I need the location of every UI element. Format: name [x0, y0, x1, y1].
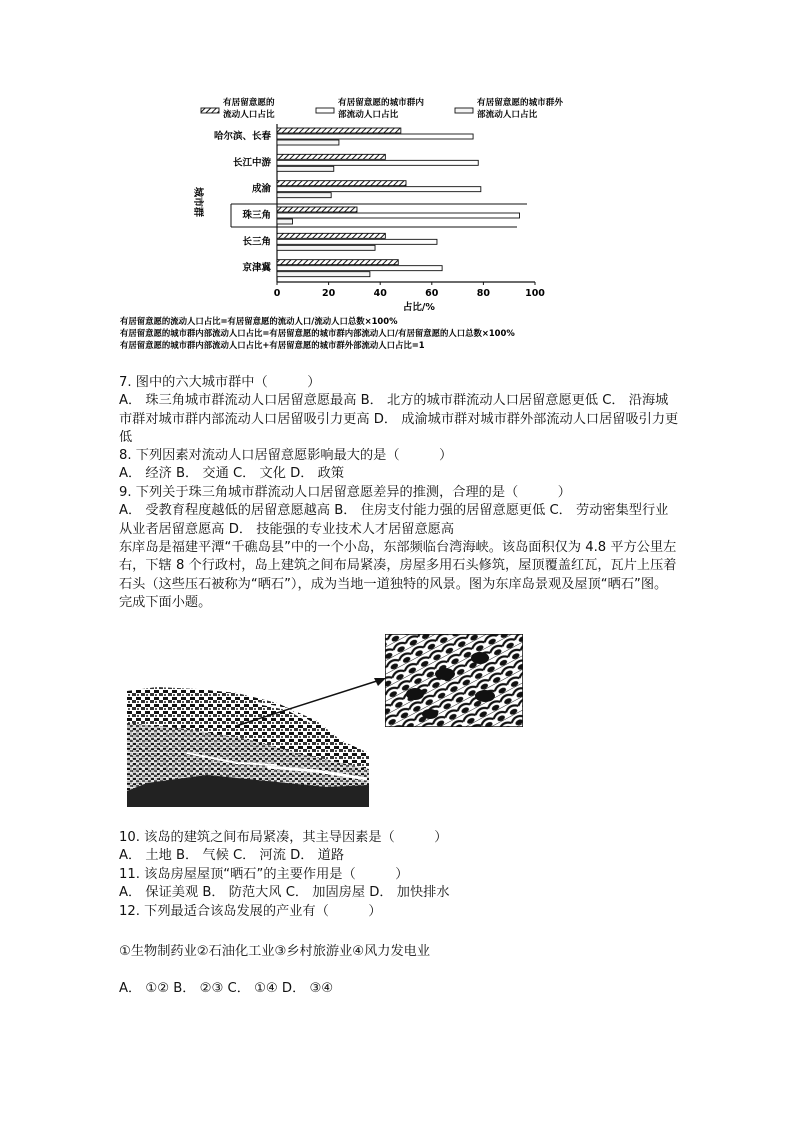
bar-6-series-3: [277, 272, 370, 277]
question-12: [119, 903, 679, 921]
bar-3-series-1: [277, 181, 406, 186]
question-11: [119, 866, 679, 903]
category-label-3: 成渝: [251, 183, 271, 195]
y-axis-label: 城市群: [192, 187, 203, 217]
category-label-5: 长三角: [242, 236, 271, 248]
bar-5-series-1: [277, 233, 385, 238]
q9-options: A． 受教育程度越低的居留意愿越高 B． 住房支付能力强的居留意愿更低 C． 劳动密集型行业从业者居留意愿高 D． 技能强的专业技术人才居留意愿高: [119, 503, 669, 537]
bar-5-series-2: [277, 239, 437, 244]
q12-stem: 12. 下列最适合该岛发展的产业有（ ）: [119, 904, 382, 919]
q10-options: A． 土地 B． 气候 C． 河流 D． 道路: [119, 848, 345, 864]
legend-label-2-line2: 部流动人口占比: [338, 110, 399, 120]
category-label-4: 珠三角: [242, 210, 271, 221]
bar-5-series-3: [277, 245, 375, 250]
q7-stem: 7. 图中的六大城市群中（ ）: [119, 375, 321, 390]
q7-options: A． 珠三角城市群流动人口居留意愿最高 B． 北方的城市群流动人口居留意愿更低 C． 沿海城市群对城市群内部流动人口居留吸引力更高 D． 成渝城市群对城市群外部流动人口居留吸引力更低: [119, 393, 679, 446]
bar-6-series-2: [277, 266, 442, 271]
bar-1-series-1: [277, 128, 401, 133]
bar-chart: [115, 90, 675, 360]
bar-4-series-3: [277, 219, 292, 224]
q9-stem: 9. 下列关于珠三角城市群流动人口居留意愿差异的推测，合理的是（ ）: [119, 485, 571, 500]
bar-4-series-2: [277, 213, 520, 218]
passage-text: 东庠岛是福建平潭“千礁岛县”中的一个小岛，东部频临台湾海峡。该岛面积仅为 4.8 平方公里左右，下辖 8 个行政村，岛上建筑之间布局紧凑，房屋多用石头修筑，屋顶覆盖红瓦，瓦片上压着石头（这些压石被称为“晒石”），成为当地一道独特的风景。图为东庠岛景观及屋顶“晒石”图。完成下面小题。: [119, 540, 677, 611]
x-tick-label-60: 60: [425, 288, 439, 299]
bar-2-series-2: [277, 160, 478, 165]
legend-label-3-line2: 部流动人口占比: [477, 110, 538, 120]
q12-choices: ①生物制药业②石油化工业③乡村旅游业④风力发电业: [119, 944, 431, 959]
question-9: [119, 484, 679, 539]
passage: [119, 539, 679, 613]
footnote-3: 有居留意愿的城市群内部流动人口占比+有居留意愿的城市群外部流动人口占比=1: [120, 340, 425, 350]
chart-canvas: [115, 90, 675, 360]
bar-6-series-1: [277, 260, 398, 265]
question-7: [119, 374, 679, 448]
q12-options: A． ①② B． ②③ C． ①④ D． ③④: [119, 981, 334, 996]
legend-label-2-line1: 有居留意愿的城市群内: [338, 98, 424, 108]
q10-stem: 10. 该岛的建筑之间布局紧凑，其主导因素是（ ）: [119, 830, 448, 845]
x-tick-label-0: 0: [273, 288, 281, 299]
question-8: [119, 447, 679, 484]
bar-3-series-3: [277, 193, 331, 198]
x-tick-label-80: 80: [476, 288, 491, 299]
footnote-1: 有居留意愿的流动人口占比=有居留意愿的流动人口/流动人口总数×100%: [120, 316, 398, 326]
q8-options: A． 经济 B． 交通 C． 文化 D． 政策: [119, 466, 345, 482]
bar-4-series-1: [277, 207, 357, 212]
x-tick-label-100: 100: [525, 288, 545, 299]
legend-label-1-line2: 流动人口占比: [223, 110, 275, 120]
x-axis-label: 占比/%: [402, 302, 435, 313]
legend-swatch-3: [455, 108, 473, 113]
x-tick-label-40: 40: [373, 288, 387, 299]
bar-2-series-3: [277, 166, 334, 171]
bar-3-series-2: [277, 187, 481, 192]
footnote-2: 有居留意愿的城市群内部流动人口占比=有居留意愿的城市群内部流动人口/有居留意愿的人口总数×100%: [120, 328, 515, 338]
bar-1-series-2: [277, 134, 473, 139]
legend-swatch-1: [201, 108, 219, 113]
rooftop-stones-photo: [385, 634, 523, 727]
q8-stem: 8. 下列因素对流动人口居留意愿影响最大的是（ ）: [119, 448, 453, 463]
x-tick-label-20: 20: [321, 288, 336, 299]
legend-label-1-line1: 有居留意愿的: [223, 98, 275, 108]
legend-swatch-2: [316, 108, 334, 113]
q11-options: A． 保证美观 B． 防范大风 C． 加固房屋 D． 加快排水: [119, 885, 450, 901]
arrow-connector: [230, 670, 390, 730]
legend-label-3-line1: 有居留意愿的城市群外: [477, 98, 563, 108]
bar-1-series-3: [277, 140, 339, 145]
category-label-1: 哈尔滨、长春: [213, 131, 271, 142]
category-label-2: 长江中游: [232, 157, 271, 169]
question-10: [119, 829, 679, 866]
q11-stem: 11. 该岛房屋屋顶“晒石”的主要作用是（ ）: [119, 867, 409, 882]
bar-2-series-1: [277, 154, 385, 159]
category-label-6: 京津冀: [242, 262, 271, 274]
